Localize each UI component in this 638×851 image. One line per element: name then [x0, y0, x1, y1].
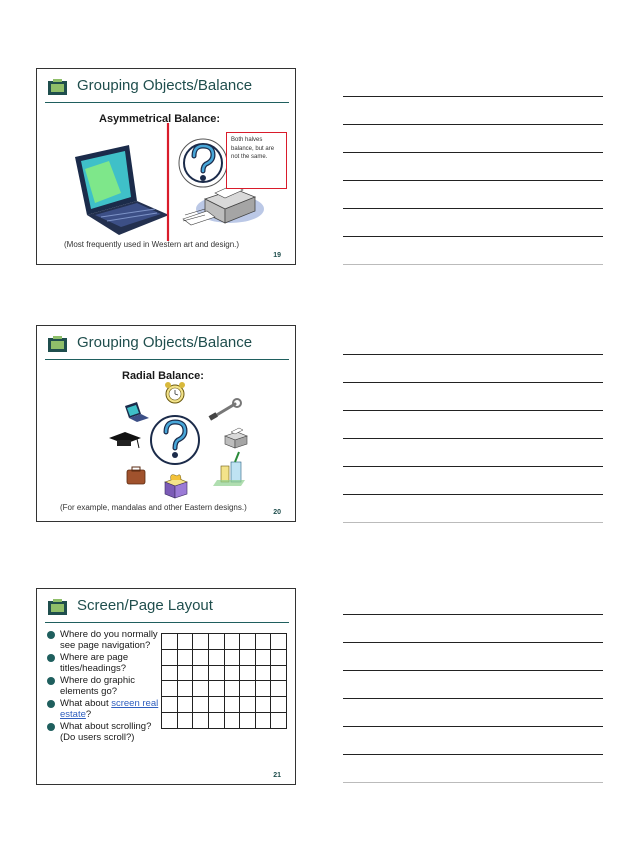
grid-cell: [193, 650, 209, 666]
note-line: [343, 642, 603, 643]
note-line: [343, 180, 603, 181]
grid-cell: [256, 634, 272, 650]
slide-number: 20: [273, 509, 281, 516]
note-line: [343, 522, 603, 523]
grid-cell: [225, 666, 241, 682]
grid-cell: [178, 666, 194, 682]
question-mark-icon: [151, 416, 199, 464]
laptop-icon: [125, 402, 149, 422]
grid-cell: [240, 713, 256, 729]
grid-cell: [240, 650, 256, 666]
grid-cell: [193, 697, 209, 713]
grid-cell: [256, 666, 272, 682]
slide-header: [37, 69, 295, 103]
bullet-item: Where do graphic elements go?: [47, 675, 167, 697]
slide-title: Screen/Page Layout: [77, 597, 213, 614]
grid-cell: [271, 713, 287, 729]
grid-cell: [178, 681, 194, 697]
bullet-dot-icon: [47, 677, 55, 685]
grid-cell: [209, 713, 225, 729]
slide-heading: Asymmetrical Balance:: [99, 113, 221, 125]
slide-caption: (Most frequently used in Western art and design.): [64, 240, 240, 249]
grid-cell: [193, 634, 209, 650]
note-line: [343, 698, 603, 699]
bullet-dot-icon: [47, 631, 55, 639]
note-line: [343, 208, 603, 209]
grid-cell: [162, 666, 178, 682]
grid-cell: [271, 650, 287, 666]
grid-cell: [209, 666, 225, 682]
wrench-icon: [209, 399, 241, 421]
grid-cell: [225, 634, 241, 650]
note-line: [343, 236, 603, 237]
grid-cell: [240, 666, 256, 682]
note-line: [343, 438, 603, 439]
note-line: [343, 754, 603, 755]
layout-grid: [161, 633, 287, 729]
bullet-dot-icon: [47, 654, 55, 662]
slide-header: [37, 589, 295, 623]
grid-cell: [256, 713, 272, 729]
note-line: [343, 614, 603, 615]
title-rule: [45, 102, 289, 103]
office-supplies-icon: [213, 452, 245, 486]
grid-cell: [225, 681, 241, 697]
grid-cell: [193, 681, 209, 697]
slide-number: 19: [273, 252, 281, 259]
grid-cell: [225, 697, 241, 713]
gift-box-icon: [165, 475, 187, 498]
note-line: [343, 726, 603, 727]
title-rule: [45, 622, 289, 623]
grid-cell: [209, 634, 225, 650]
alarm-clock-icon: [165, 382, 185, 403]
grid-cell: [271, 697, 287, 713]
grid-cell: [178, 697, 194, 713]
grid-cell: [225, 650, 241, 666]
note-line: [343, 782, 603, 783]
grid-cell: [240, 697, 256, 713]
grid-cell: [271, 666, 287, 682]
note-line: [343, 354, 603, 355]
grid-cell: [162, 681, 178, 697]
slide-title: Grouping Objects/Balance: [77, 334, 253, 351]
grid-cell: [178, 634, 194, 650]
grid-cell: [240, 634, 256, 650]
bullet-dot-icon: [47, 723, 55, 731]
bullet-item: Where are page titles/headings?: [47, 652, 167, 674]
grid-cell: [256, 681, 272, 697]
slide-19: [36, 68, 296, 265]
briefcase-icon: [127, 467, 145, 484]
radial-clipart: [85, 382, 265, 504]
grid-cell: [193, 713, 209, 729]
note-line: [343, 466, 603, 467]
note-line: [343, 152, 603, 153]
slide-logo-icon: [48, 336, 67, 352]
slide-heading: Radial Balance:: [122, 370, 204, 382]
grid-cell: [209, 650, 225, 666]
grid-cell: [209, 697, 225, 713]
bullet-item: What about screen real estate?: [47, 698, 167, 720]
graduation-cap-icon: [109, 432, 141, 448]
note-line: [343, 410, 603, 411]
slide-header: [37, 326, 295, 360]
grid-cell: [271, 681, 287, 697]
grid-cell: [162, 713, 178, 729]
bullet-list: [47, 629, 167, 744]
slide-number: 21: [273, 772, 281, 779]
printer-icon: [225, 428, 247, 448]
note-line: [343, 96, 603, 97]
grid-cell: [162, 697, 178, 713]
screen-real-estate-link[interactable]: screen real estate: [60, 698, 159, 720]
bullet-item: What about scrolling? (Do users scroll?): [47, 721, 167, 743]
note-line: [343, 670, 603, 671]
grid-cell: [225, 713, 241, 729]
grid-cell: [193, 666, 209, 682]
grid-cell: [162, 634, 178, 650]
note-line: [343, 382, 603, 383]
grid-cell: [240, 681, 256, 697]
slide-title: Grouping Objects/Balance: [77, 77, 253, 94]
note-line: [343, 124, 603, 125]
note-line: [343, 494, 603, 495]
question-mark-icon: [179, 139, 227, 187]
title-rule: [45, 359, 289, 360]
grid-cell: [256, 650, 272, 666]
grid-cell: [209, 681, 225, 697]
slide-21: [36, 588, 296, 785]
grid-cell: [271, 634, 287, 650]
slide-logo-icon: [48, 599, 67, 615]
grid-cell: [256, 697, 272, 713]
bullet-dot-icon: [47, 700, 55, 708]
grid-cell: [162, 650, 178, 666]
printer-icon: [183, 185, 264, 225]
note-line: [343, 264, 603, 265]
callout-box: Both halves balance, but are not the same.: [226, 132, 287, 189]
bullet-item: Where do you normally see page navigation?: [47, 629, 167, 651]
slide-caption: (For example, mandalas and other Eastern designs.): [60, 503, 247, 512]
slide-logo-icon: [48, 79, 67, 95]
grid-cell: [178, 650, 194, 666]
laptop-icon: [75, 145, 169, 235]
slide-20: [36, 325, 296, 522]
grid-cell: [178, 713, 194, 729]
